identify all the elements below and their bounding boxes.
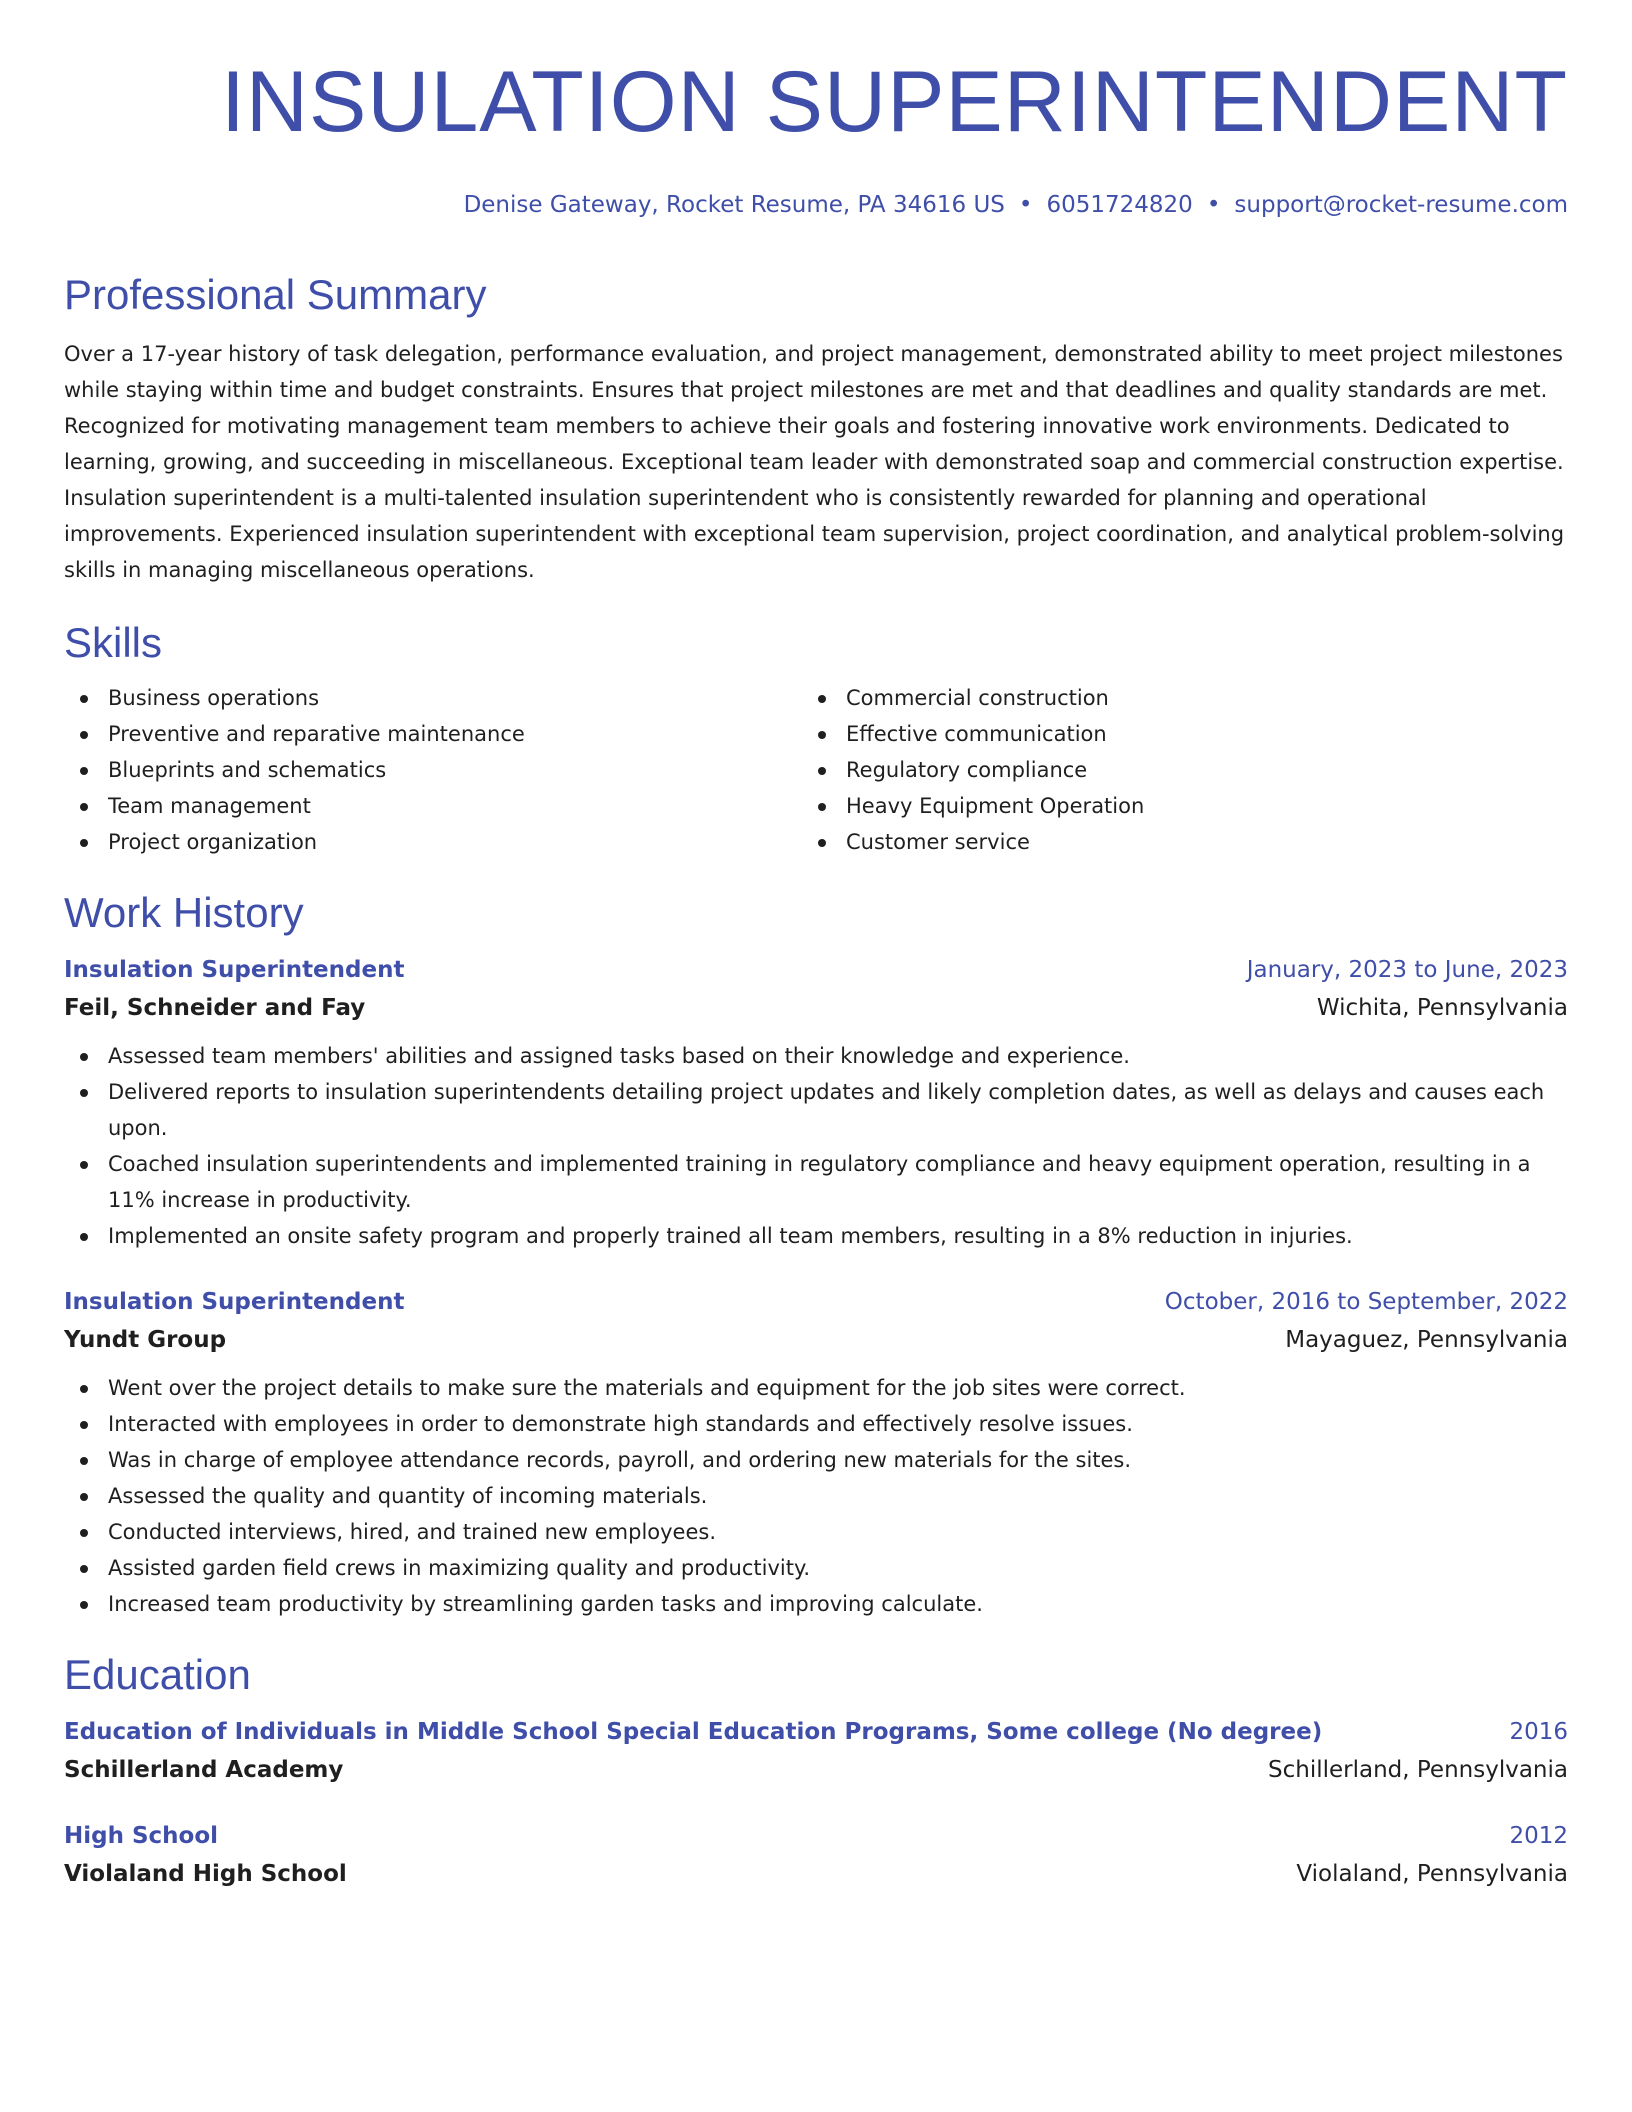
skill-label: Heavy Equipment Operation <box>846 794 1145 818</box>
job-bullets <box>64 1038 1568 1254</box>
skills-heading: Skills <box>64 619 163 666</box>
bullet-icon <box>818 731 826 739</box>
job-bullet <box>64 1406 1568 1442</box>
skills-section <box>64 618 1568 860</box>
job-bullet <box>64 1514 1568 1550</box>
summary-text: Over a 17-year history of task delegation, performance evaluation, and project management, demonstrated ability to meet project milestones while staying within time and budget constraints. Ensures that project milestones are met and that deadlines and quality standards are met. Recognized for motivating management team members to achieve their goals and fostering innovative work environments. Dedicated to learning, growing, and succeeding in miscellaneous. Exceptional team leader with demonstrated soap and commercial construction expertise. Insulation superintendent is a multi-talented insulation superintendent who is consistently rewarded for planning and operational improvements. Experienced insulation superintendent with exceptional team supervision, project coordination, and analytical problem-solving skills in managing miscellaneous operations. <box>64 342 1565 582</box>
education-degree: Education of Individuals in Middle School Special Education Programs, Some college (No degree) <box>64 1719 1323 1745</box>
bullet-icon <box>80 803 88 811</box>
bullet-icon <box>80 1161 88 1169</box>
skill-item <box>64 716 802 752</box>
bullet-icon <box>80 767 88 775</box>
bullet-icon <box>80 839 88 847</box>
skill-item <box>64 824 802 860</box>
education-entry <box>64 1714 1568 1790</box>
skill-label: Effective communication <box>846 722 1107 746</box>
job-bullet-text: Assessed team members' abilities and assigned tasks based on their knowledge and experience. <box>108 1044 1130 1068</box>
contact-line <box>64 190 1568 220</box>
education-header-row <box>64 1714 1568 1750</box>
contact-email: support@rocket-resume.com <box>1234 192 1568 218</box>
skill-label: Project organization <box>108 830 318 854</box>
job-dates: October, 2016 to September, 2022 <box>1164 1289 1568 1315</box>
contact-address: Denise Gateway, Rocket Resume, PA 34616 US <box>463 192 1005 218</box>
bullet-icon <box>80 1565 88 1573</box>
education-location: Violaland, Pennsylvania <box>1296 1861 1568 1887</box>
job-bullet <box>64 1478 1568 1514</box>
job-location: Mayaguez, Pennsylvania <box>1285 1327 1568 1353</box>
skill-label: Team management <box>108 794 311 818</box>
summary-heading: Professional Summary <box>64 271 487 318</box>
job-header-row <box>64 1284 1568 1320</box>
bullet-icon <box>818 695 826 703</box>
skill-item <box>802 752 1540 788</box>
education-year: 2016 <box>1509 1719 1568 1745</box>
bullet-icon <box>80 731 88 739</box>
skill-item <box>64 680 802 716</box>
skills-column-left <box>64 680 802 860</box>
job-bullet-text: Assessed the quality and quantity of incoming materials. <box>108 1484 708 1508</box>
job-bullet <box>64 1038 1568 1074</box>
job-bullet-text: Went over the project details to make sure the materials and equipment for the job sites were correct. <box>108 1376 1186 1400</box>
job-company-row <box>64 988 1568 1028</box>
skill-item <box>802 824 1540 860</box>
education-degree: High School <box>64 1823 219 1849</box>
skill-label: Customer service <box>846 830 1030 854</box>
job-bullet <box>64 1146 1568 1218</box>
work-history-heading: Work History <box>64 889 304 936</box>
bullet-icon <box>818 767 826 775</box>
bullet-icon <box>80 1385 88 1393</box>
job-dates: January, 2023 to June, 2023 <box>1246 957 1568 983</box>
job-company-row <box>64 1320 1568 1360</box>
job-bullet <box>64 1218 1568 1254</box>
skill-item <box>802 716 1540 752</box>
education-heading: Education <box>64 1651 251 1698</box>
skill-label: Preventive and reparative maintenance <box>108 722 525 746</box>
skill-label: Business operations <box>108 686 320 710</box>
job-entry <box>64 952 1568 1254</box>
education-year: 2012 <box>1509 1823 1568 1849</box>
bullet-icon <box>80 1601 88 1609</box>
bullet-icon <box>80 1053 88 1061</box>
education-section <box>64 1650 1568 1894</box>
resume-title: INSULATION SUPERINTENDENT <box>221 54 1568 150</box>
skill-item <box>64 788 802 824</box>
resume-header <box>64 52 1568 220</box>
job-bullet-text: Increased team productivity by streamlining garden tasks and improving calculate. <box>108 1592 983 1616</box>
education-entry <box>64 1818 1568 1894</box>
education-school-row <box>64 1854 1568 1894</box>
skill-label: Commercial construction <box>846 686 1109 710</box>
job-bullet-text: Conducted interviews, hired, and trained new employees. <box>108 1520 717 1544</box>
job-company: Yundt Group <box>64 1327 227 1353</box>
bullet-icon <box>80 695 88 703</box>
skill-item <box>802 788 1540 824</box>
job-bullet-text: Interacted with employees in order to demonstrate high standards and effectively resolve issues. <box>108 1412 1133 1436</box>
job-company: Feil, Schneider and Fay <box>64 995 366 1021</box>
job-location: Wichita, Pennsylvania <box>1316 995 1568 1021</box>
bullet-icon <box>80 1457 88 1465</box>
skill-item <box>802 680 1540 716</box>
education-header-row <box>64 1818 1568 1854</box>
skill-label: Blueprints and schematics <box>108 758 387 782</box>
contact-separator: • <box>1018 192 1033 218</box>
education-school-row <box>64 1750 1568 1790</box>
work-history-section <box>64 888 1568 1622</box>
education-location: Schillerland, Pennsylvania <box>1268 1757 1568 1783</box>
contact-phone: 6051724820 <box>1046 192 1193 218</box>
job-bullet <box>64 1550 1568 1586</box>
job-bullet-text: Assisted garden field crews in maximizing quality and productivity. <box>108 1556 811 1580</box>
bullet-icon <box>818 803 826 811</box>
job-bullet-text: Was in charge of employee attendance records, payroll, and ordering new materials for the sites. <box>108 1448 1132 1472</box>
skill-label: Regulatory compliance <box>846 758 1088 782</box>
job-bullet <box>64 1074 1568 1146</box>
bullet-icon <box>80 1493 88 1501</box>
job-bullet-text: Implemented an onsite safety program and properly trained all team members, resulting in a 8% reduction in injuries. <box>108 1224 1353 1248</box>
education-school: Schillerland Academy <box>64 1757 344 1783</box>
bullet-icon <box>80 1421 88 1429</box>
job-header-row <box>64 952 1568 988</box>
summary-section <box>64 270 1568 588</box>
bullet-icon <box>818 839 826 847</box>
bullet-icon <box>80 1529 88 1537</box>
job-role: Insulation Superintendent <box>64 957 405 983</box>
job-bullet <box>64 1586 1568 1622</box>
education-school: Violaland High School <box>64 1861 347 1887</box>
job-entry <box>64 1284 1568 1622</box>
job-bullets <box>64 1370 1568 1622</box>
job-bullet <box>64 1370 1568 1406</box>
bullet-icon <box>80 1233 88 1241</box>
job-bullet <box>64 1442 1568 1478</box>
job-role: Insulation Superintendent <box>64 1289 405 1315</box>
contact-separator: • <box>1206 192 1221 218</box>
job-bullet-text: Delivered reports to insulation superintendents detailing project updates and likely completion dates, as well as delays and causes each upon. <box>108 1080 1545 1140</box>
skills-grid <box>64 680 1568 860</box>
skill-item <box>64 752 802 788</box>
bullet-icon <box>80 1089 88 1097</box>
skills-column-right <box>802 680 1540 860</box>
job-bullet-text: Coached insulation superintendents and implemented training in regulatory compliance and heavy equipment operation, resulting in a 11% increase in productivity. <box>108 1152 1531 1212</box>
